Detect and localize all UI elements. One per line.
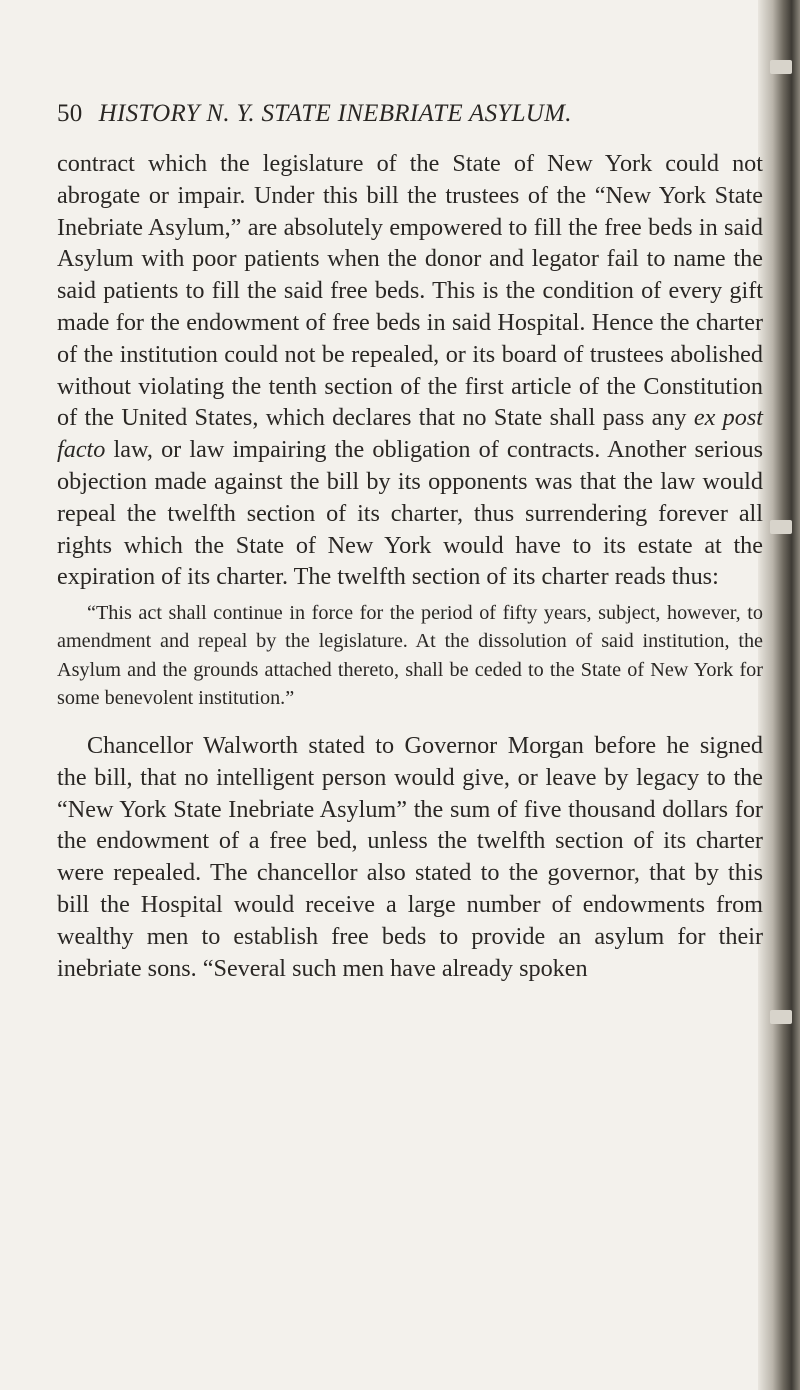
edge-mark <box>770 1010 792 1024</box>
paragraph-1-text-b: law, or law impairing the obligation of contracts. Another serious objection made against the bill by its opponents was that the law would repeal the twelfth section of its charter, thus surrendering forever all rights which the State of New York would have to its estate at the expiration of its charter. The twelfth section of its charter reads thus: <box>57 436 763 591</box>
edge-mark <box>770 520 792 534</box>
running-header <box>57 100 757 128</box>
running-title: HISTORY N. Y. STATE INEBRIATE ASYLUM. <box>98 100 572 127</box>
charter-quote: “This act shall continue in force for the period of fifty years, subject, however, to amendment and repeal by the legislature. At the dissolution of said institution, the Asylum and the grounds attached thereto, shall be ceded to the State of New York for some benevolent institution.” <box>57 602 763 709</box>
paragraph-1-italic: ex post facto <box>57 404 763 464</box>
page-number: 50 <box>57 100 83 127</box>
paragraph-2: Chancellor Walworth stated to Governor Morgan before he signed the bill, that no intelligent person would give, or leave by legacy to the “New York State Inebriate Asylum” the sum of five thousand dollars for the endowment of a free bed, unless the twelfth section of its charter were repealed. The chancellor also stated to the governor, that by this bill the Hospital would receive a large number of endowments from wealthy men to establish free beds to provide an asylum for their inebriate sons. “Several such men have already spoken <box>57 731 763 982</box>
edge-mark <box>770 60 792 74</box>
paragraph-1 <box>57 148 763 593</box>
page-body <box>57 148 763 984</box>
page-edge-binding <box>758 0 800 1390</box>
paragraph-1-text-a: contract which the legislature of the State of New York could not abrogate or impair. Under this bill the trustees of the “New York State Inebriate Asylum,” are absolutely empowered to fill the free beds in said Asylum with poor patients when the donor and legator fail to name the said patients to fill the said free beds. This is the condition of every gift made for the endowment of free beds in said Hospital. Hence the charter of the institution could not be repealed, or its board of trustees abolished without violating the tenth section of the first article of the Constitution of the United States, which declares that no State shall pass any <box>57 150 763 432</box>
